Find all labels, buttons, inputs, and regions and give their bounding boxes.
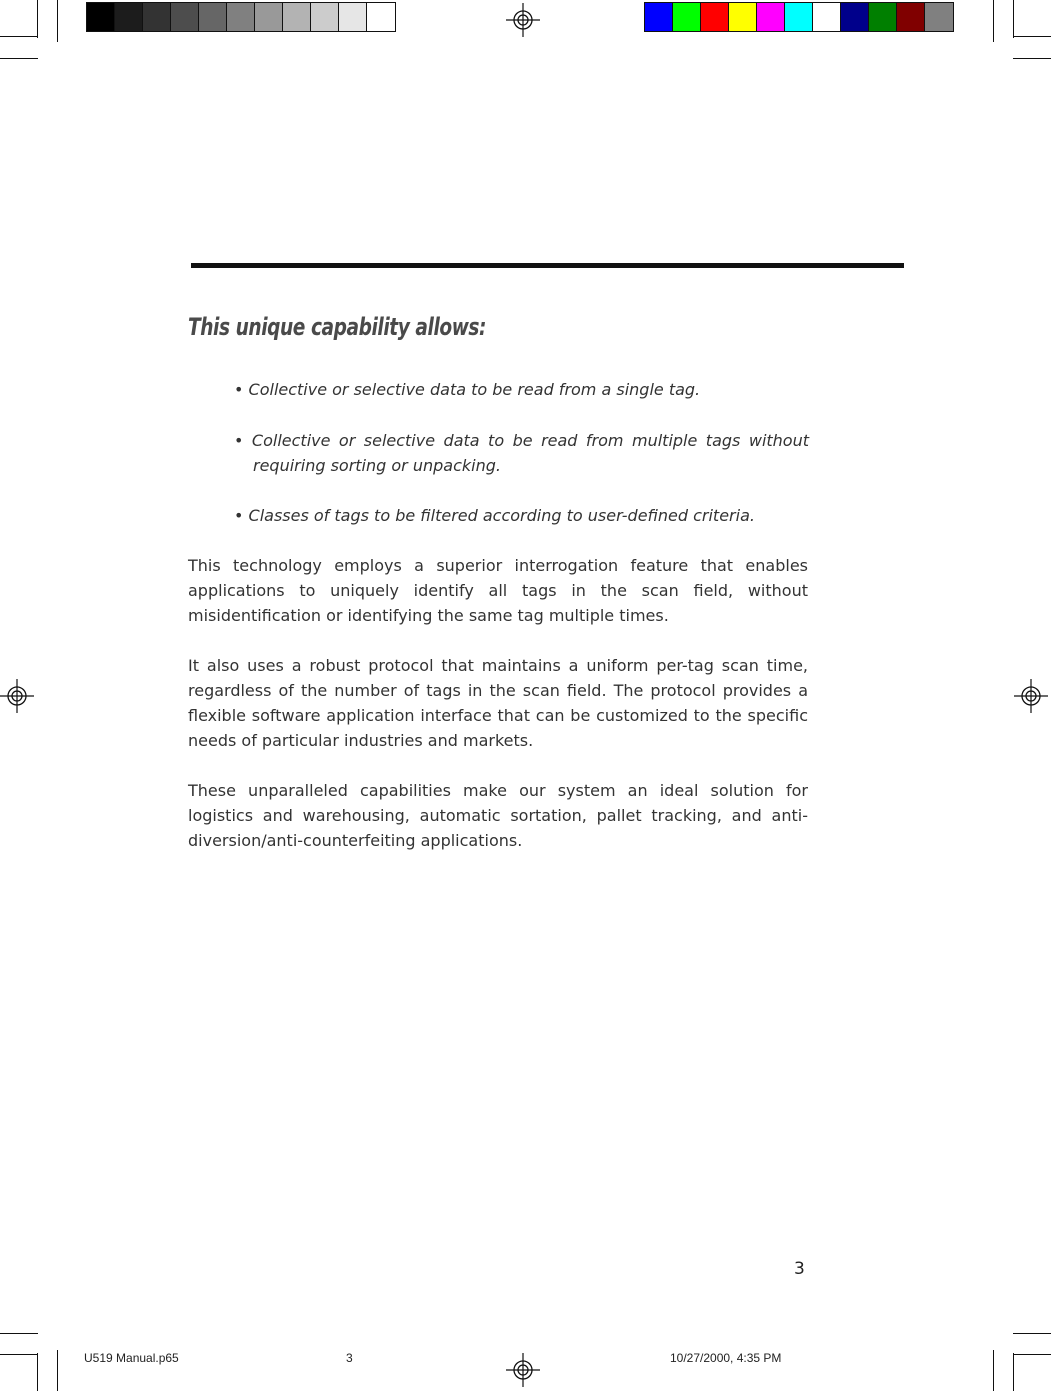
crop-mark	[57, 0, 58, 42]
color-swatch	[367, 3, 395, 31]
page-number: 3	[794, 1259, 805, 1279]
color-swatch	[841, 3, 869, 31]
grayscale-color-bar	[86, 2, 396, 32]
crop-mark	[37, 1353, 38, 1391]
bullet-item	[234, 377, 809, 402]
crop-mark	[0, 1333, 38, 1334]
crop-mark	[1013, 36, 1051, 37]
color-swatch	[255, 3, 283, 31]
body-paragraph: These unparalleled capabilities make our system an ideal solution for logistics and warehousing, automatic sortation, pallet tracking, and anti-diversion/anti-counterfeiting applications.	[188, 781, 808, 850]
crop-mark	[1013, 1333, 1051, 1334]
header-rule	[191, 263, 904, 268]
color-swatch	[227, 3, 255, 31]
crop-mark	[993, 0, 994, 42]
color-swatch	[283, 3, 311, 31]
bullet-marker: •	[234, 506, 244, 525]
crop-mark	[1013, 1354, 1051, 1355]
crop-mark	[1013, 0, 1014, 38]
crop-mark	[0, 36, 38, 37]
color-swatch	[729, 3, 757, 31]
bullet-text: Collective or selective data to be read from multiple tags without requiring sorting or unpacking.	[251, 431, 809, 475]
color-swatch	[897, 3, 925, 31]
crop-mark	[0, 1354, 38, 1355]
section-heading: This unique capability allows:	[188, 313, 487, 341]
slug-filename: U519 Manual.p65	[84, 1351, 179, 1365]
crop-mark	[1013, 1353, 1014, 1391]
color-swatch	[87, 3, 115, 31]
color-swatch	[311, 3, 339, 31]
crop-mark	[0, 58, 38, 59]
bullet-item	[234, 503, 809, 528]
process-color-bar	[644, 2, 954, 32]
bullet-marker: •	[234, 431, 244, 450]
bullet-text: Classes of tags to be filtered according to user-defined criteria.	[248, 506, 755, 525]
color-swatch	[925, 3, 953, 31]
color-swatch	[813, 3, 841, 31]
color-swatch	[785, 3, 813, 31]
color-swatch	[869, 3, 897, 31]
color-swatch	[199, 3, 227, 31]
registration-mark-icon	[0, 679, 34, 713]
color-swatch	[171, 3, 199, 31]
crop-mark	[993, 1350, 994, 1391]
color-swatch	[115, 3, 143, 31]
bullet-marker: •	[234, 380, 244, 399]
color-swatch	[757, 3, 785, 31]
crop-mark	[1013, 58, 1051, 59]
color-swatch	[645, 3, 673, 31]
slug-timestamp: 10/27/2000, 4:35 PM	[670, 1351, 782, 1365]
bullet-text: Collective or selective data to be read from a single tag.	[248, 380, 701, 399]
color-swatch	[339, 3, 367, 31]
registration-mark-icon	[506, 3, 540, 37]
color-swatch	[701, 3, 729, 31]
crop-mark	[37, 0, 38, 38]
registration-mark-icon	[506, 1353, 540, 1387]
slug-page: 3	[346, 1351, 353, 1365]
bullet-item	[234, 428, 809, 478]
body-paragraph: It also uses a robust protocol that maintains a uniform per-tag scan time, regardless of the number of tags in the scan field. The protocol provides a flexible software application interface that can be customized to the specific needs of particular industries and markets.	[188, 656, 808, 750]
registration-mark-icon	[1014, 679, 1048, 713]
body-paragraph: This technology employs a superior interrogation feature that enables applications to uniquely identify all tags in the scan field, without misidentification or identifying the same tag multiple times.	[188, 556, 808, 625]
color-swatch	[143, 3, 171, 31]
color-swatch	[673, 3, 701, 31]
crop-mark	[57, 1350, 58, 1391]
